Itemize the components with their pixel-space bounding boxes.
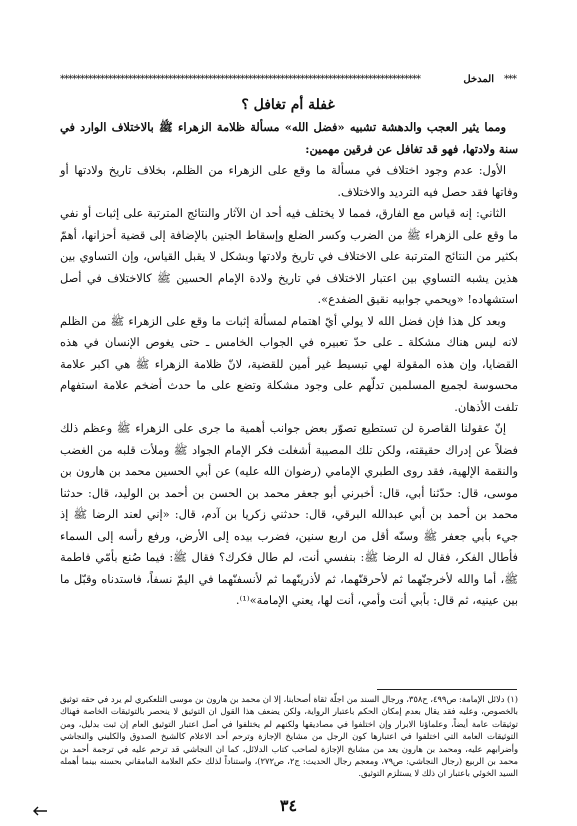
header-stars-right: *** — [504, 74, 516, 85]
paragraph: إنّ عقولنا القاصرة لن تستطيع تصوّر بعض جوانب أهمية ما جرى على الزهراء ﷺ وعظم ذلك فضلاً عن إدراك حقيقته، ولكن تلك المصيبة أشغلت فكر الإمام الجواد ﷺ وملأت قلبه من الغضب والنقمة الإلهية، فقد روى الطبري الإمامي (رضوان الله عليه) عن أبي الحسين محمد بن هارون بن موسى، قال: حدّثنا أبي، قال: أخبرني أبو جعفر محمد بن الحسن بن أحمد بن الوليد، قال: حدثنا محمد بن أحمد بن أبي عبدالله البرقي، قال: حدثني زكريا بن آدم، قال: «إني لعند الرضا ﷺ إذ جيء بأبي جعفر ﷺ وسنّه أقل من اربع سنين، فضرب بيده إلى الأرض، ورفع رأسه إلى السماء فأطال الفكر، فقال له الرضا ﷺ: بنفسي أنت، لم طال فكرك؟ فقال ﷺ: فيما صُنع بأمّي فاطمة ﷺ، أما والله لأخرجنّهما ثم لأحرقنّهما، ثم لأذرينّهما ثم لأنسفنّهما في اليمّ نسفاً، فاستدناه وقبّل ما بين عينيه، ثم قال: بأبي أنت وأمي، أنت لها، يعني الإمامة»⁽¹⁾. — [60, 421, 518, 607]
footnotes — [60, 693, 518, 780]
paragraph: وبعد كل هذا فإن فضل الله لا يولي أيّ اهتمام لمسألة إثبات ما وقع على الزهراء ﷺ من الظلم لانه ليس هناك مشكلة ـ على حدّ تعبيره في الجواب الخامس ـ حتى يغوص الإنسان في هذه القضايا، وإن هذه المقولة لهي تبسيط غير أمين للقضية، لانّ ظلامة الزهراء ﷺ هي اكبر علامة محسوسة لجميع المسلمين تدلّهم على وجود مشكلة وتضع على ما حدث أضخم علامة استفهام تلفت الأذهان. — [60, 313, 518, 414]
footnote: (١) دلائل الإمامة: ص٤٩٩، ح٣٥٨، ورجال السند من اجلّة ثقاة أصحابنا، إلا ان محمد بن هارون بن موسى التلعكبري لم يرد في حقه توثيق بالخصوص، وعليه فقد يقال بعدم إمكان الحكم باعتبار الرواية، ولكن يضعف هذا القول ان التوثيق لا ينحصر بالتوثيقات الخاصة فهناك توثيقات عامة أيضاً، وعلماؤنا الابرار وإن اختلفوا في مصاديقها ولكنهم لم يختلفوا في أصل اعتبار التوثيق العام إن ثبت بدليل، ومن التوثيقات العامة التي اختلفوا في اعتبارها كون الرجل من مشايخ الإجازة وترحم أحد الاعلام كالشيخ الصدوق والكليني والنجاشي وأضرابهم عليه، ومحمد بن هارون يعد من مشايخ الإجازة لصاحب كتاب الدلائل، كما ان النجاشي قد ترحم عليه في ترجمة أحمد بن محمد بن الربيع (رجال النجاشي: ص٧٩، ومعجم رجال الحديث: ج٢، ص٢٧٢)، واستناداً لذلك حكم العلامة المامقاني بحسنه بينما أهمله السيد الخوئي باعتبار ان ذلك لا يستلزم التوثيق. — [60, 694, 518, 779]
running-header — [60, 72, 516, 88]
paragraph: الأول: عدم وجود اختلاف في مسألة ما وقع على الزهراء من الظلم، بخلاف تاريخ ولادتها أو وفاتها فقد حصل فيه الترديد والاختلاف. — [60, 163, 518, 199]
body-text — [60, 117, 518, 612]
page-number: ٣٤ — [279, 796, 298, 815]
paragraph: الثاني: إنه قياس مع الفارق، فمما لا يختلف فيه أحد ان الآثار والنتائج المترتبة على إثبات أو نفي ما وقع على الزهراء ﷺ من الضرب وكسر الضلع وإسقاط الجنين بالإضافة إلى قضية أحزانها، أهمّ بكثير من النتائج المترتبة على الاختلاف في تاريخ ولادتها وبشكل لا يقبل القياس، وإن التساوي بين هذين يشبه التساوي بين اعتبار الاختلاف في تاريخ ولادة الإمام الحسين ﷺ كالاختلاف في أصل استشهاده! «ويحمي جوابيه نقيق الضفدع». — [60, 206, 518, 306]
header-section-label: المدخل — [463, 74, 494, 85]
header-stars-left: ****************************************************************************************** — [60, 74, 420, 85]
footnote-divider — [377, 689, 517, 690]
paragraph: ومما يثير العجب والدهشة تشبيه «فضل الله» مسألة ظلامة الزهراء ﷺ بالاختلاف الوارد في سنة ولادتها، فهو قد تغافل عن فرقين مهمين: — [60, 120, 518, 156]
section-title: غفلة أم تغافل ؟ — [241, 97, 335, 113]
